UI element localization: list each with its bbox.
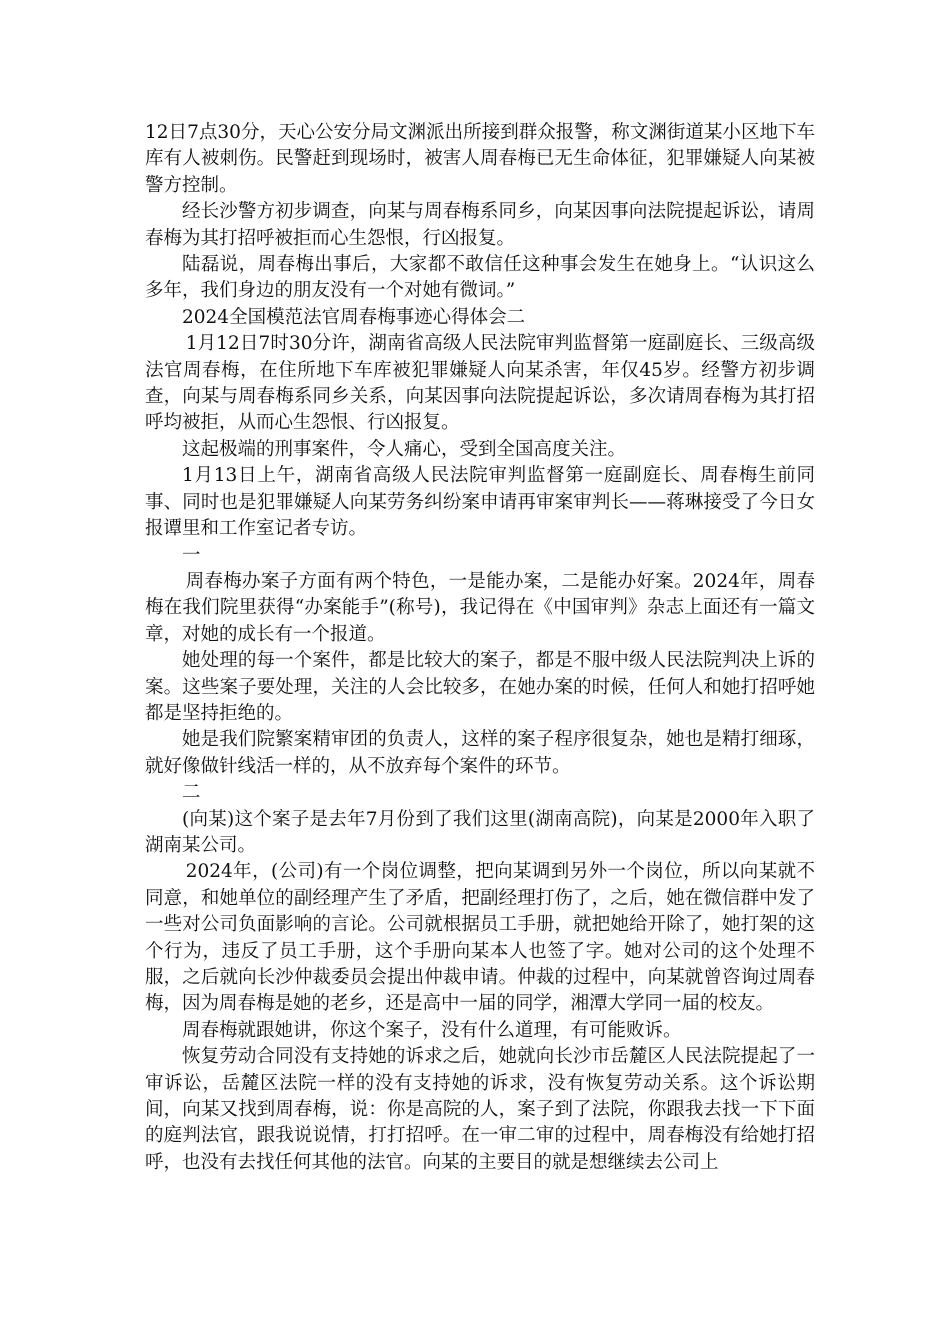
paragraph: 12日7点30分，天心公安分局文渊派出所接到群众报警，称文渊街道某小区地下车库有人被刺伤。民警赶到现场时，被害人周春梅已无生命体征，犯罪嫌疑人向某被警方控制。 (145, 122, 815, 196)
paragraph: (向某)这个案子是去年7月份到了我们这里(湖南高院)，向某是2000年入职了湖南某公司。 (145, 808, 815, 856)
paragraph: 周春梅就跟她讲，你这个案子，没有什么道理，有可能败诉。 (182, 1019, 682, 1041)
section-heading: 2024全国模范法官周春梅事迹心得体会二 (182, 306, 526, 328)
paragraph: 恢复劳动合同没有支持她的诉求之后，她就向长沙市岳麓区人民法院提起了一审诉讼，岳麓区法院一样的没有支持她的诉求，没有恢复劳动关系。这个诉讼期间，向某又找到周春梅，说：你是高院的人，案子到了法院，你跟我去找一下下面的庭判法官，跟我说说情，打打招呼。在一审二审的过程中，周春梅没有给她打招呼，也没有去找任何其他的法官。向某的主要目的就是想继续去公司上 (145, 1046, 815, 1173)
paragraph: 2024年，(公司)有一个岗位调整，把向某调到另外一个岗位，所以向某就不同意，和她单位的副经理产生了矛盾，把副经理打伤了，之后，她在微信群中发了一些对公司负面影响的言论。公司就根据员工手册，就把她给开除了，她打架的这个行为，违反了员工手册，这个手册向某本人也签了字。她对公司的这个处理不服，之后就向长沙仲裁委员会提出仲裁申请。仲裁的过程中，向某就曾咨询过周春梅，因为周春梅是她的老乡，还是高中一届的同学，湘潭大学同一届的校友。 (145, 861, 815, 1015)
paragraph: 经长沙警方初步调查，向某与周春梅系同乡，向某因事向法院提起诉讼，请周春梅为其打招呼被拒而心生怨恨，行凶报复。 (145, 201, 815, 249)
paragraph: 她处理的每一个案件，都是比较大的案子，都是不服中级人民法院判决上诉的案。这些案子要处理，关注的人会比较多，在她办案的时候，任何人和她打招呼她都是坚持拒绝的。 (145, 650, 815, 724)
paragraph: 她是我们院繁案精审团的负责人，这样的案子程序很复杂，她也是精打细琢，就好像做针线活一样的，从不放弃每个案件的环节。 (145, 729, 815, 777)
paragraph: 这起极端的刑事案件，令人痛心，受到全国高度关注。 (182, 438, 627, 460)
paragraph: 周春梅办案子方面有两个特色，一是能办案，二是能办好案。2024年，周春梅在我们院里获得“办案能手”(称号)，我记得在《中国审判》杂志上面还有一篇文章，对她的成长有一个报道。 (145, 570, 815, 645)
paragraph: 1月13日上午，湖南省高级人民法院审判监督第一庭副庭长、周春梅生前同事、同时也是犯罪嫌疑人向某劳务纠纷案申请再审案审判长——蒋琳接受了今日女报谭里和工作室记者专访。 (145, 465, 815, 540)
section-number: 一 (182, 544, 201, 566)
section-number: 二 (182, 782, 201, 804)
paragraph: 陆磊说，周春梅出事后，大家都不敢信任这种事会发生在她身上。“认识这么多年，我们身边的朋友没有一个对她有微词。” (145, 254, 815, 302)
paragraph: 1月12日7时30分许，湖南省高级人民法院审判监督第一庭副庭长、三级高级法官周春梅，在住所地下车库被犯罪嫌疑人向某杀害，年仅45岁。经警方初步调查，向某与周春梅系同乡关系，向某因事向法院提起诉讼，多次请周春梅为其打招呼均被拒，从而心生怨恨、行凶报复。 (145, 333, 815, 434)
document-body (145, 120, 815, 1176)
